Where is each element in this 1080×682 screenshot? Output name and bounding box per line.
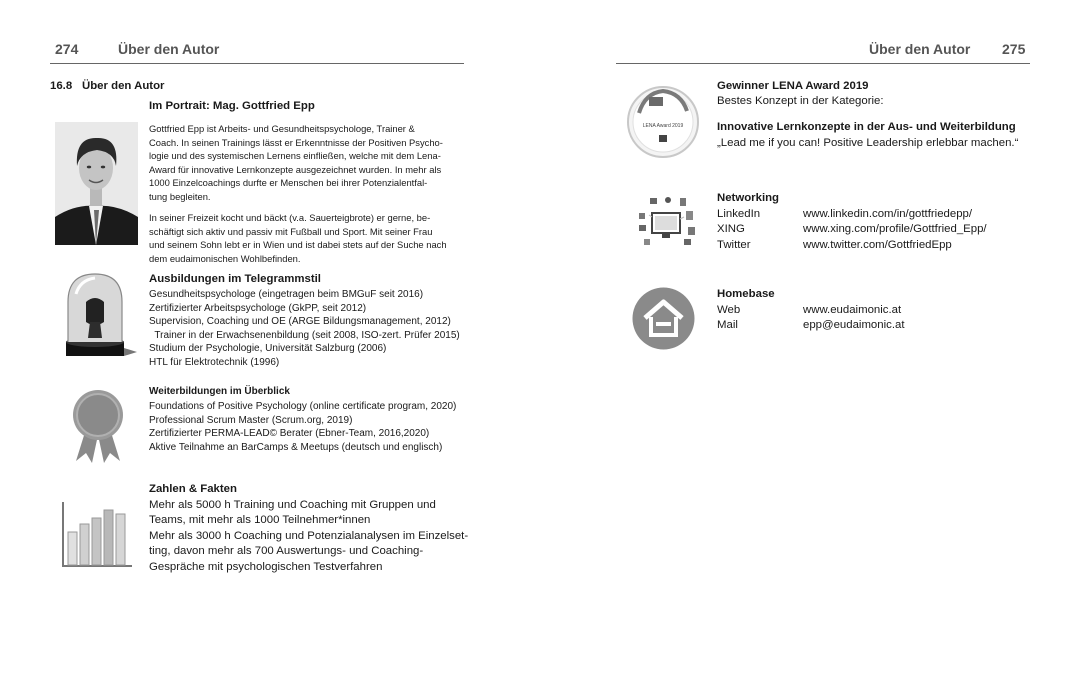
further-heading: Weiterbildungen im Überblick — [149, 386, 290, 397]
left-page-number: 274 — [55, 41, 79, 57]
portrait-photo — [55, 122, 138, 245]
facts-list — [149, 498, 469, 575]
education-item: Studium der Psychologie, Universität Salzburg (2006) — [149, 343, 387, 355]
portrait-text-line: In seiner Freizeit kocht und bäckt (v.a. Sauerteigbrote) er gerne, be- — [149, 212, 431, 223]
right-page-number: 275 — [1002, 41, 1026, 57]
portrait-text-line: Gottfried Epp ist Arbeits- und Gesundheitspsychologe, Trainer & — [149, 123, 415, 134]
portrait-text-line: 1000 Einzelcoachings durfte er Menschen bei ihrer Potenzialentfal- — [149, 177, 428, 189]
home-icon — [632, 287, 695, 350]
homebase-label: Web — [717, 304, 741, 316]
homebase-label: Mail — [717, 319, 738, 332]
facts-heading: Zahlen & Fakten — [149, 483, 237, 495]
award-seal-text: LENA Award 2019 — [642, 123, 684, 129]
networking-row-linkedin — [717, 207, 987, 222]
award-quote: „Lead me if you can! Positive Leadership erlebbar machen.“ — [717, 137, 1019, 149]
xing-link[interactable]: www.xing.com/profile/Gottfried_Epp/ — [803, 223, 987, 236]
further-item: Zertifizierter PERMA-LEAD© Berater (Ebner-Team, 2016,2020) — [149, 428, 430, 440]
networking-list — [717, 207, 987, 253]
linkedin-link[interactable]: www.linkedin.com/in/gottfriedepp/ — [803, 208, 973, 220]
homebase-row-mail — [717, 318, 905, 333]
section-number: 16.8 — [50, 80, 73, 92]
mail-link[interactable]: epp@eudaimonic.at — [803, 319, 905, 332]
education-heading: Ausbildungen im Telegrammstil — [149, 273, 321, 285]
homebase-heading: Homebase — [717, 288, 775, 300]
portrait-paragraph-2 — [149, 211, 459, 265]
bar-chart-icon — [60, 500, 134, 570]
section-title: Über den Autor — [82, 80, 165, 92]
portrait-text-line: und seinem Sohn lebt er in Wien und ist dabei stets auf der Suche nach — [149, 239, 447, 251]
homebase-row-web — [717, 303, 905, 318]
education-list — [149, 288, 469, 370]
facts-line: Teams, mit mehr als 1000 Teilnehmer*innen — [149, 514, 371, 527]
further-item: Foundations of Positive Psychology (online certificate program, 2020) — [149, 401, 457, 412]
award-category: Innovative Lernkonzepte in der Aus- und Weiterbildung — [717, 121, 1016, 133]
networking-row-xing — [717, 222, 987, 237]
award-line: Bestes Konzept in der Kategorie: — [717, 95, 884, 107]
portrait-text-line: tung begleiten. — [149, 190, 211, 202]
networking-label: Twitter — [717, 238, 751, 251]
networking-heading: Networking — [717, 192, 780, 204]
education-item: HTL für Elektrotechnik (1996) — [149, 356, 280, 368]
education-item: Zertifizierter Arbeitspsychologe (GkPP, seit 2012) — [149, 302, 367, 314]
networking-row-twitter — [717, 238, 987, 253]
facts-line: ting, davon mehr als 700 Auswertungs- und Coaching- — [149, 545, 424, 558]
trophy-globe-icon — [58, 272, 138, 360]
education-item: Gesundheitspsychologe (eingetragen beim BMGuF seit 2016) — [149, 289, 424, 300]
portrait-text-line: schäftigt sich aktiv und passiv mit Fußball und Sport. Mit seiner Frau — [149, 225, 433, 237]
networking-label: LinkedIn — [717, 208, 761, 220]
web-link[interactable]: www.eudaimonic.at — [803, 304, 902, 316]
left-running-head: Über den Autor — [118, 41, 220, 57]
network-devices-icon — [636, 195, 700, 247]
portrait-text-line: dem eudaimonischen Wohlbefinden. — [149, 252, 301, 264]
homebase-list — [717, 303, 905, 334]
further-item: Professional Scrum Master (Scrum.org, 2019) — [149, 414, 353, 426]
portrait-paragraph-1 — [149, 122, 459, 204]
award-heading: Gewinner LENA Award 2019 — [717, 80, 869, 92]
education-item: Trainer in der Erwachsenenbildung (seit 2008, ISO-zert. Prüfer 2015) — [149, 329, 460, 341]
facts-line: Gespräche mit psychologischen Testverfahren — [149, 560, 383, 573]
portrait-text-line: Award für innovative Lernkonzepte ausgezeichnet wurden. In mehr als — [149, 163, 442, 175]
right-running-head: Über den Autor — [869, 41, 971, 57]
right-header-rule — [616, 63, 1030, 64]
portrait-text-line: Coach. In seinen Trainings lässt er Erkenntnisse der Positiven Psycho- — [149, 136, 443, 148]
twitter-link[interactable]: www.twitter.com/GottfriedEpp — [803, 238, 952, 251]
further-list — [149, 400, 469, 454]
education-item: Supervision, Coaching und OE (ARGE Bildungsmanagement, 2012) — [149, 316, 451, 328]
award-seal-icon — [627, 85, 699, 159]
facts-line: Mehr als 3000 h Coaching und Potenzialanalysen im Einzelset- — [149, 529, 469, 542]
portrait-text-line: logie und des systemischen Lernens einfließen, welche mit dem Lena- — [149, 150, 441, 162]
award-rosette-icon — [70, 389, 126, 463]
further-item: Aktive Teilnahme an BarCamps & Meetups (deutsch und englisch) — [149, 441, 443, 453]
facts-line: Mehr als 5000 h Training und Coaching mit Gruppen und — [149, 499, 436, 511]
left-header-rule — [50, 63, 464, 64]
portrait-heading: Im Portrait: Mag. Gottfried Epp — [149, 100, 315, 112]
networking-label: XING — [717, 223, 745, 236]
